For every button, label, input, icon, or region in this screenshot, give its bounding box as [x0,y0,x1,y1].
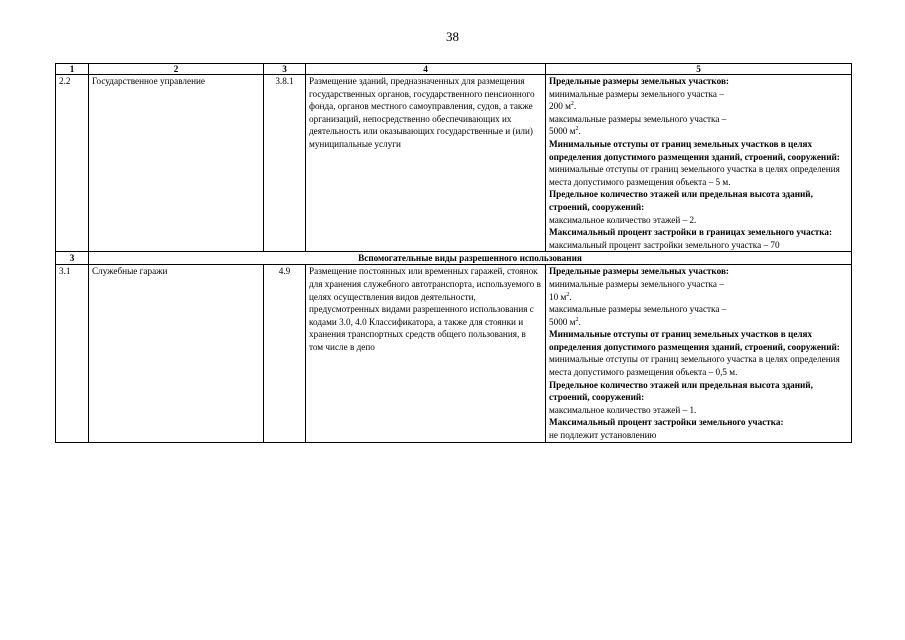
column-header: 2 [89,64,264,75]
page-number: 38 [446,29,459,44]
use-type-name: Государственное управление [89,75,264,252]
classifier-code: 3.8.1 [264,75,306,252]
min-size-value-line [549,100,848,113]
period: . [573,101,577,112]
square-superscript: 2 [570,101,574,108]
column-header: 1 [56,64,89,75]
section-number: 3 [56,252,89,265]
setback-title: Минимальные отступы от границ земельных участков в целях определения допустимого размещения зданий, строений, сооружений: [549,329,840,352]
min-size-label: минимальные размеры земельного участка – [549,278,724,289]
table-row [56,265,852,442]
square-superscript: 2 [566,291,570,298]
coverage-title: Максимальный процент застройки в границах земельного участка: [549,227,833,238]
square-superscript: 2 [575,316,579,323]
coverage-text: максимальный процент застройки земельного участка – 70 [549,239,780,250]
setback-text: минимальные отступы от границ земельного участка в целях определения места допустимого размещения объекта – 0,5 м. [549,354,840,378]
setback-title: Минимальные отступы от границ земельных участков в целях определения допустимого размещения зданий, строений, сооружений: [549,138,840,162]
use-description: Размещение зданий, предназначенных для размещения государственных органов, государственного пенсионного фонда, органов местного самоуправления, судов, а также организаций, непосредственно обеспечивающих их деятельность или оказывающих государственные и (или) муниципальные услуги [306,75,546,252]
floors-title: Предельное количество этажей или предельная высота зданий, строений, сооружений: [549,189,813,212]
min-size-label: минимальные размеры земельного участка – [549,88,724,99]
max-size-value-line [549,316,848,329]
section-title: Вспомогательные виды разрешенного использования [89,252,852,265]
column-header: 3 [264,64,306,75]
section-row [56,252,852,265]
min-size-value-line [549,291,848,304]
land-use-table [55,63,852,443]
row-number: 2.2 [56,75,89,252]
max-size-value: 5000 м [549,316,576,327]
square-superscript: 2 [575,126,579,133]
floors-text: максимальное количество этажей – 1. [549,404,697,415]
classifier-code: 4.9 [264,265,306,442]
min-size-value: 200 м [549,101,571,112]
use-type-name: Служебные гаражи [89,265,264,442]
floors-text: максимальное количество этажей – 2. [549,214,697,225]
table-header-row [56,64,852,75]
min-size-value: 10 м [549,291,567,302]
coverage-title: Максимальный процент застройки земельного участка: [549,417,784,428]
column-header: 5 [546,64,852,75]
size-limits-title: Предельные размеры земельных участков: [549,266,729,277]
table-row [56,75,852,252]
max-size-label: максимальные размеры земельного участка – [549,304,727,315]
coverage-text: не подлежит установлению [549,430,657,441]
max-size-value-line [549,125,848,138]
row-number: 3.1 [56,265,89,442]
period: . [578,316,581,327]
parameters-cell [546,265,852,442]
max-size-label: максимальные размеры земельного участка – [549,113,727,124]
period: . [578,126,581,137]
column-header: 4 [306,64,546,75]
size-limits-title: Предельные размеры земельных участков: [549,76,729,86]
use-description: Размещение постоянных или временных гаражей, стоянок для хранения служебного автотранспорта, используемого в целях осуществления видов деятельности, предусмотренных видами разрешенного использования с кодами 3.0, 4.0 Классификатора, а также для стоянки и хранения транспортных средств общего пользования, в том числе в депо [306,265,546,442]
period: . [569,291,572,302]
setback-text: минимальные отступы от границ земельного участка в целях определения места допустимого размещения объекта – 5 м. [549,164,840,187]
floors-title: Предельное количество этажей или предельная высота зданий, строений, сооружений: [549,379,813,403]
max-size-value: 5000 м [549,126,576,137]
parameters-cell [546,75,852,252]
